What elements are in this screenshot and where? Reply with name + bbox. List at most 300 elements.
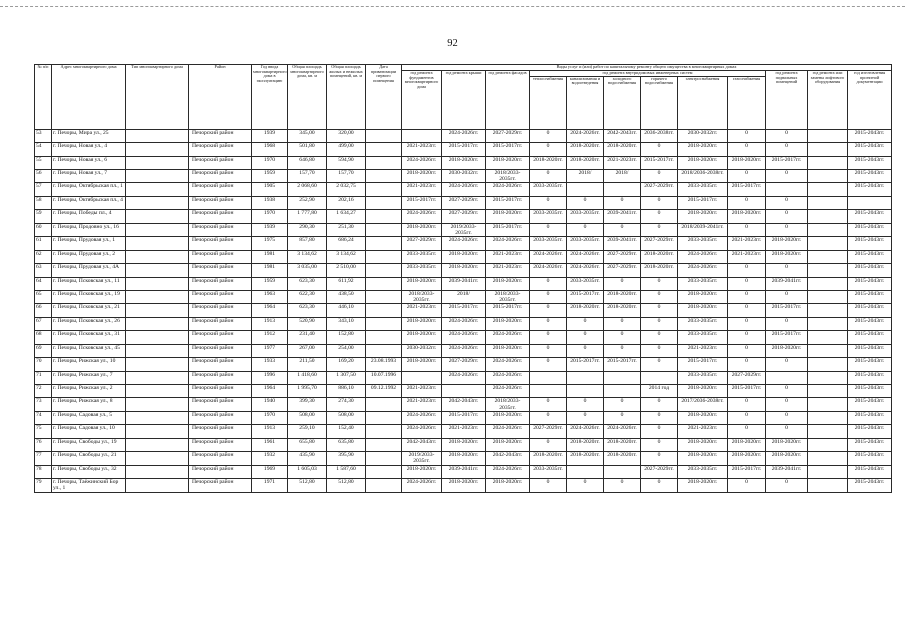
header-gas: газоснабжения: [728, 76, 766, 129]
row-foundation-years: 2018-2020гг.: [402, 223, 442, 236]
row-number: 56: [35, 170, 52, 183]
row-address: г. Печоры, Рижская ул., 2: [52, 385, 126, 398]
table-row: [35, 143, 892, 156]
row-address: г. Печоры, Рижская ул., 8: [52, 398, 126, 411]
row-privatization-date: [366, 210, 402, 223]
row-district: Печорский район: [189, 479, 252, 492]
row-privatization-date: [366, 344, 402, 357]
row-foundation-years: 2024-2026гг.: [402, 156, 442, 169]
row-heat-years: 2024-2026гг.: [530, 250, 567, 263]
row-hot-water-years: 2018-2020гг.: [641, 264, 678, 277]
row-electric-years: 2030-2032гг.: [678, 129, 728, 142]
row-facade-years: 2018/2033-2035гг.: [486, 170, 530, 183]
row-hot-water-years: 2018-2020гг.: [641, 250, 678, 263]
row-year: 1913: [252, 317, 288, 330]
row-number: 60: [35, 223, 52, 236]
row-sewer-years: 0: [567, 411, 604, 424]
row-lift-years: [808, 183, 848, 196]
row-year: 1981: [252, 264, 288, 277]
row-year: 1913: [252, 425, 288, 438]
row-privatization-date: [366, 411, 402, 424]
row-lift-years: [808, 452, 848, 465]
row-sewer-years: 2024-2026гг.: [567, 264, 604, 277]
row-privatization-date: [366, 331, 402, 344]
table-row: [35, 129, 892, 142]
row-living-area: 594,90: [327, 156, 366, 169]
row-number: 63: [35, 264, 52, 277]
row-district: Печорский район: [189, 290, 252, 303]
row-gas-years: 0: [728, 425, 766, 438]
row-gas-years: 2015-2017гг.: [728, 385, 766, 398]
row-gas-years: 2021-2023гг.: [728, 250, 766, 263]
row-number: 68: [35, 331, 52, 344]
row-cold-water-years: 2024-2026гг.: [604, 425, 641, 438]
table-row: [35, 196, 892, 209]
row-facade-years: 2021-2023гг.: [486, 250, 530, 263]
row-number: 69: [35, 344, 52, 357]
row-cold-water-years: 2018/: [604, 170, 641, 183]
row-gas-years: 0: [728, 304, 766, 317]
row-heat-years: 2027-2029гг.: [530, 425, 567, 438]
row-heat-years: 0: [530, 223, 567, 236]
row-district: Печорский район: [189, 317, 252, 330]
row-cold-water-years: [604, 371, 641, 384]
row-sewer-years: 0: [567, 344, 604, 357]
row-hot-water-years: 0: [641, 438, 678, 451]
row-house-type: [126, 358, 189, 371]
row-hot-water-years: 0: [641, 425, 678, 438]
row-living-area: 152,80: [327, 331, 366, 344]
row-year: 1939: [252, 129, 288, 142]
row-roof-years: 2019/2033-2035гг.: [442, 223, 486, 236]
row-address: г. Печоры, Рижская ул., 10: [52, 358, 126, 371]
row-year: 1964: [252, 304, 288, 317]
row-house-type: [126, 385, 189, 398]
row-heat-years: [530, 385, 567, 398]
row-electric-years: 2018-2020гг.: [678, 411, 728, 424]
row-foundation-years: [402, 129, 442, 142]
row-facade-years: 2027-2029гг.: [486, 129, 530, 142]
row-roof-years: 2024-2026гг.: [442, 344, 486, 357]
row-heat-years: 0: [530, 277, 567, 290]
header-privatization-date: Дата приватизации первого помещения: [366, 65, 402, 130]
row-foundation-years: 2021-2023гг.: [402, 398, 442, 411]
row-sewer-years: 2015-2017гг.: [567, 290, 604, 303]
row-address: г. Печоры, Прудовая ул., 2: [52, 250, 126, 263]
row-total-area: 512,80: [288, 479, 327, 492]
row-year: 1905: [252, 183, 288, 196]
row-heat-years: 2024-2026гг.: [530, 264, 567, 277]
row-number: 75: [35, 425, 52, 438]
row-gas-years: 0: [728, 479, 766, 492]
row-address: г. Печоры, Рижская ул., 7: [52, 371, 126, 384]
row-privatization-date: [366, 438, 402, 451]
row-foundation-years: 2030-2032гг.: [402, 344, 442, 357]
row-year: 1961: [252, 438, 288, 451]
table-row: [35, 277, 892, 290]
page-number: 92: [447, 38, 458, 49]
row-sewer-years: 2018-2020гг.: [567, 304, 604, 317]
row-gas-years: 0: [728, 344, 766, 357]
row-address: г. Печоры, Новая ул., 7: [52, 170, 126, 183]
row-cold-water-years: 0: [604, 398, 641, 411]
row-total-area: 1 605,03: [288, 465, 327, 478]
header-systems-group: год ремонта внутридомовых инженерных систем: [530, 71, 766, 77]
row-heat-years: 2033-2035гг.: [530, 237, 567, 250]
row-living-area: 611,92: [327, 277, 366, 290]
row-foundation-years: 2019/2033-2035гг.: [402, 452, 442, 465]
row-number: 71: [35, 371, 52, 384]
row-address: г. Печоры, Псковская ул., 11: [52, 277, 126, 290]
row-privatization-date: [366, 156, 402, 169]
table-row: [35, 465, 892, 478]
row-house-type: [126, 156, 189, 169]
row-foundation-years: 2018-2020гг.: [402, 170, 442, 183]
table-row: [35, 385, 892, 398]
row-year: 1969: [252, 465, 288, 478]
row-design-years: 2015-2043гг.: [848, 223, 892, 236]
row-address: г. Печоры, Прудовая ул., 1: [52, 237, 126, 250]
row-hot-water-years: 0: [641, 290, 678, 303]
row-number: 76: [35, 438, 52, 451]
row-district: Печорский район: [189, 170, 252, 183]
table-row: [35, 331, 892, 344]
row-privatization-date: [366, 183, 402, 196]
row-roof-years: 2018-2020гг.: [442, 264, 486, 277]
row-privatization-date: [366, 452, 402, 465]
row-year: 1970: [252, 156, 288, 169]
row-electric-years: 2021-2023гг.: [678, 344, 728, 357]
row-electric-years: 2018-2020гг.: [678, 385, 728, 398]
row-lift-years: [808, 170, 848, 183]
row-house-type: [126, 398, 189, 411]
row-house-type: [126, 371, 189, 384]
row-design-years: 2015-2043гг.: [848, 237, 892, 250]
row-facade-years: 2018/2033-2035гг.: [486, 290, 530, 303]
row-gas-years: 0: [728, 411, 766, 424]
row-gas-years: 0: [728, 398, 766, 411]
row-roof-years: 2015-2017гг.: [442, 143, 486, 156]
row-gas-years: 0: [728, 264, 766, 277]
row-basement-years: 2039-2041гг.: [766, 277, 808, 290]
header-address: Адрес многоквартирного дома: [52, 65, 126, 130]
header-hot-water: горячего водоснабжения: [641, 76, 678, 129]
table-row: [35, 290, 892, 303]
row-house-type: [126, 183, 189, 196]
row-gas-years: 2018-2020гг.: [728, 438, 766, 451]
row-design-years: 2015-2043гг.: [848, 452, 892, 465]
row-hot-water-years: 2027-2029гг.: [641, 237, 678, 250]
row-privatization-date: [366, 465, 402, 478]
header-foundation: год ремонта фундаментов многоквартирного дома: [402, 71, 442, 130]
row-sewer-years: 0: [567, 331, 604, 344]
row-cold-water-years: 0: [604, 277, 641, 290]
row-district: Печорский район: [189, 371, 252, 384]
header-type: Тип многоквартирного дома: [126, 65, 189, 130]
row-gas-years: 0: [728, 317, 766, 330]
row-basement-years: 0: [766, 398, 808, 411]
row-privatization-date: [366, 277, 402, 290]
row-lift-years: [808, 465, 848, 478]
row-living-area: 499,00: [327, 143, 366, 156]
row-roof-years: 2024-2026гг.: [442, 331, 486, 344]
row-house-type: [126, 331, 189, 344]
row-sewer-years: 2018/: [567, 170, 604, 183]
row-number: 72: [35, 385, 52, 398]
row-number: 59: [35, 210, 52, 223]
header-living-area: Общая площадь жилых и нежилых помещений, кв. м: [327, 65, 366, 130]
table-row: [35, 156, 892, 169]
row-house-type: [126, 479, 189, 492]
row-house-type: [126, 317, 189, 330]
header-district: Район: [189, 65, 252, 130]
row-gas-years: 0: [728, 223, 766, 236]
row-lift-years: [808, 479, 848, 492]
row-total-area: 3 035,00: [288, 264, 327, 277]
row-total-area: 3 134,62: [288, 250, 327, 263]
row-roof-years: 2024-2026гг.: [442, 317, 486, 330]
row-total-area: 1 418,60: [288, 371, 327, 384]
row-house-type: [126, 425, 189, 438]
row-heat-years: 0: [530, 479, 567, 492]
row-privatization-date: 10.07.1996: [366, 371, 402, 384]
row-gas-years: 0: [728, 170, 766, 183]
row-facade-years: 2018-2020гг.: [486, 411, 530, 424]
row-foundation-years: 2018/2033-2035гг.: [402, 290, 442, 303]
row-address: г. Печоры, Победы пл., 4: [52, 210, 126, 223]
row-privatization-date: [366, 264, 402, 277]
row-house-type: [126, 264, 189, 277]
row-basement-years: 2018-2020гг.: [766, 438, 808, 451]
row-sewer-years: 0: [567, 223, 604, 236]
row-year: 1939: [252, 223, 288, 236]
row-heat-years: 0: [530, 438, 567, 451]
row-electric-years: 2033-2035гг.: [678, 277, 728, 290]
row-heat-years: 0: [530, 290, 567, 303]
row-address: г. Печоры, Свободы ул., 32: [52, 465, 126, 478]
row-year: 1932: [252, 452, 288, 465]
row-lift-years: [808, 438, 848, 451]
row-roof-years: 2042-2043гг.: [442, 398, 486, 411]
row-number: 54: [35, 143, 52, 156]
row-total-area: 399,30: [288, 398, 327, 411]
row-year: 1963: [252, 290, 288, 303]
row-design-years: 2015-2043гг.: [848, 398, 892, 411]
row-district: Печорский район: [189, 304, 252, 317]
row-design-years: 2015-2043гг.: [848, 290, 892, 303]
row-basement-years: 0: [766, 425, 808, 438]
row-house-type: [126, 304, 189, 317]
table-row: [35, 452, 892, 465]
row-total-area: 623,30: [288, 277, 327, 290]
row-living-area: 251,30: [327, 223, 366, 236]
row-privatization-date: [366, 290, 402, 303]
row-heat-years: 0: [530, 358, 567, 371]
row-gas-years: 2015-2017гг.: [728, 183, 766, 196]
row-year: 1940: [252, 398, 288, 411]
row-total-area: 157,70: [288, 170, 327, 183]
row-district: Печорский район: [189, 156, 252, 169]
row-district: Печорский район: [189, 277, 252, 290]
row-roof-years: 2027-2029гг.: [442, 358, 486, 371]
row-basement-years: 0: [766, 143, 808, 156]
table-row: [35, 223, 892, 236]
row-living-area: 3 134,62: [327, 250, 366, 263]
row-roof-years: 2027-2029гг.: [442, 210, 486, 223]
row-sewer-years: 2033-2035гг.: [567, 277, 604, 290]
row-roof-years: 2015-2017гг.: [442, 411, 486, 424]
row-sewer-years: [567, 465, 604, 478]
table-row: [35, 237, 892, 250]
row-address: г. Печоры, Псковская ул., 19: [52, 290, 126, 303]
row-address: г. Печоры, Мира ул., 25: [52, 129, 126, 142]
row-design-years: 2015-2043гг.: [848, 465, 892, 478]
row-address: г. Печоры, Псковская ул., 45: [52, 344, 126, 357]
row-basement-years: 2015-2017гг.: [766, 304, 808, 317]
row-heat-years: 2018-2020гг.: [530, 156, 567, 169]
row-roof-years: 2024-2026гг.: [442, 371, 486, 384]
row-house-type: [126, 452, 189, 465]
row-year: 1964: [252, 385, 288, 398]
row-design-years: 2015-2043гг.: [848, 317, 892, 330]
row-heat-years: 0: [530, 317, 567, 330]
row-roof-years: 2039-2041гг.: [442, 465, 486, 478]
row-heat-years: 2018-2020гг.: [530, 452, 567, 465]
row-total-area: 290,30: [288, 223, 327, 236]
row-basement-years: 2018-2020гг.: [766, 452, 808, 465]
table-row: [35, 170, 892, 183]
row-number: 78: [35, 465, 52, 478]
row-electric-years: 2015-2017гг.: [678, 196, 728, 209]
row-gas-years: 0: [728, 143, 766, 156]
row-heat-years: 0: [530, 143, 567, 156]
row-facade-years: 2024-2026гг.: [486, 425, 530, 438]
row-district: Печорский район: [189, 398, 252, 411]
row-total-area: 1 995,70: [288, 385, 327, 398]
row-district: Печорский район: [189, 344, 252, 357]
row-year: 1959: [252, 277, 288, 290]
row-lift-years: [808, 385, 848, 398]
row-hot-water-years: [641, 371, 678, 384]
row-electric-years: 2018-2020гг.: [678, 290, 728, 303]
row-district: Печорский район: [189, 452, 252, 465]
row-living-area: 152,40: [327, 425, 366, 438]
row-cold-water-years: 2042-2043гг.: [604, 129, 641, 142]
row-foundation-years: 2024-2026гг.: [402, 425, 442, 438]
row-lift-years: [808, 411, 848, 424]
row-cold-water-years: 2039-2041гг.: [604, 210, 641, 223]
row-design-years: 2015-2043гг.: [848, 277, 892, 290]
row-sewer-years: 0: [567, 479, 604, 492]
row-cold-water-years: 0: [604, 223, 641, 236]
row-cold-water-years: 2018-2020гг.: [604, 304, 641, 317]
row-facade-years: 2015-2017гг.: [486, 304, 530, 317]
row-facade-years: 2021-2023гг.: [486, 264, 530, 277]
row-facade-years: 2018-2020гг.: [486, 317, 530, 330]
table-row: [35, 398, 892, 411]
row-foundation-years: 2027-2029гг.: [402, 237, 442, 250]
row-electric-years: 2033-2035гг.: [678, 183, 728, 196]
row-gas-years: 2027-2029гг.: [728, 371, 766, 384]
row-total-area: 231,40: [288, 331, 327, 344]
row-total-area: 520,90: [288, 317, 327, 330]
row-lift-years: [808, 143, 848, 156]
row-design-years: 2015-2043гг.: [848, 170, 892, 183]
row-foundation-years: 2024-2026гг.: [402, 411, 442, 424]
row-living-area: 202,16: [327, 196, 366, 209]
row-cold-water-years: 0: [604, 196, 641, 209]
row-lift-years: [808, 196, 848, 209]
row-facade-years: 2024-2026гг.: [486, 371, 530, 384]
row-total-area: 622,30: [288, 290, 327, 303]
row-hot-water-years: 0: [641, 452, 678, 465]
row-hot-water-years: 2027-2029гг.: [641, 465, 678, 478]
capital-repair-table: [34, 64, 892, 493]
row-basement-years: 2039-2041гг.: [766, 465, 808, 478]
row-district: Печорский район: [189, 210, 252, 223]
row-electric-years: 2018/2039-2041гг.: [678, 223, 728, 236]
row-sewer-years: 2033-2035гг.: [567, 210, 604, 223]
row-foundation-years: 2024-2026гг.: [402, 210, 442, 223]
row-roof-years: 2018-2020гг.: [442, 250, 486, 263]
row-sewer-years: 0: [567, 398, 604, 411]
row-facade-years: 2018-2020гг.: [486, 438, 530, 451]
row-cold-water-years: 0: [604, 411, 641, 424]
row-privatization-date: 09.12.1992: [366, 385, 402, 398]
row-lift-years: [808, 331, 848, 344]
row-facade-years: 2024-2026гг.: [486, 331, 530, 344]
row-foundation-years: 2024-2026гг.: [402, 479, 442, 492]
table-row: [35, 264, 892, 277]
row-cold-water-years: 2039-2041гг.: [604, 237, 641, 250]
row-sewer-years: 0: [567, 196, 604, 209]
row-roof-years: 2018-2020гг.: [442, 452, 486, 465]
row-address: г. Печоры, Октябрьская пл., 1: [52, 183, 126, 196]
row-design-years: 2015-2043гг.: [848, 358, 892, 371]
row-house-type: [126, 196, 189, 209]
row-facade-years: 2015-2017гг.: [486, 223, 530, 236]
row-year: 1971: [252, 479, 288, 492]
row-cold-water-years: 0: [604, 344, 641, 357]
row-cold-water-years: 2018-2020гг.: [604, 452, 641, 465]
row-address: г. Печоры, Таёжинский Бор ул., 1: [52, 479, 126, 492]
row-electric-years: 2033-2035гг.: [678, 465, 728, 478]
row-design-years: 2015-2043гг.: [848, 411, 892, 424]
table-row: [35, 411, 892, 424]
row-number: 74: [35, 411, 52, 424]
row-address: г. Печоры, Продовно ул., 16: [52, 223, 126, 236]
row-hot-water-years: 0: [641, 479, 678, 492]
row-lift-years: [808, 237, 848, 250]
row-design-years: 2015-2043гг.: [848, 425, 892, 438]
row-address: г. Печоры, Псковская ул., 21: [52, 304, 126, 317]
row-design-years: 2015-2043гг.: [848, 210, 892, 223]
row-cold-water-years: 2018-2020гг.: [604, 438, 641, 451]
row-privatization-date: [366, 143, 402, 156]
row-lift-years: [808, 371, 848, 384]
row-hot-water-years: 0: [641, 143, 678, 156]
row-gas-years: 0: [728, 331, 766, 344]
row-address: г. Печоры, Псковская ул., 31: [52, 331, 126, 344]
row-living-area: 1 307,50: [327, 371, 366, 384]
row-living-area: 1 587,60: [327, 465, 366, 478]
row-basement-years: 0: [766, 129, 808, 142]
header-total-area: Общая площадь многоквартирного дома, кв. м: [288, 65, 327, 130]
row-heat-years: [530, 371, 567, 384]
row-address: г. Печоры, Октябрьская пл., 4: [52, 196, 126, 209]
row-hot-water-years: 2014 год: [641, 385, 678, 398]
row-lift-years: [808, 425, 848, 438]
